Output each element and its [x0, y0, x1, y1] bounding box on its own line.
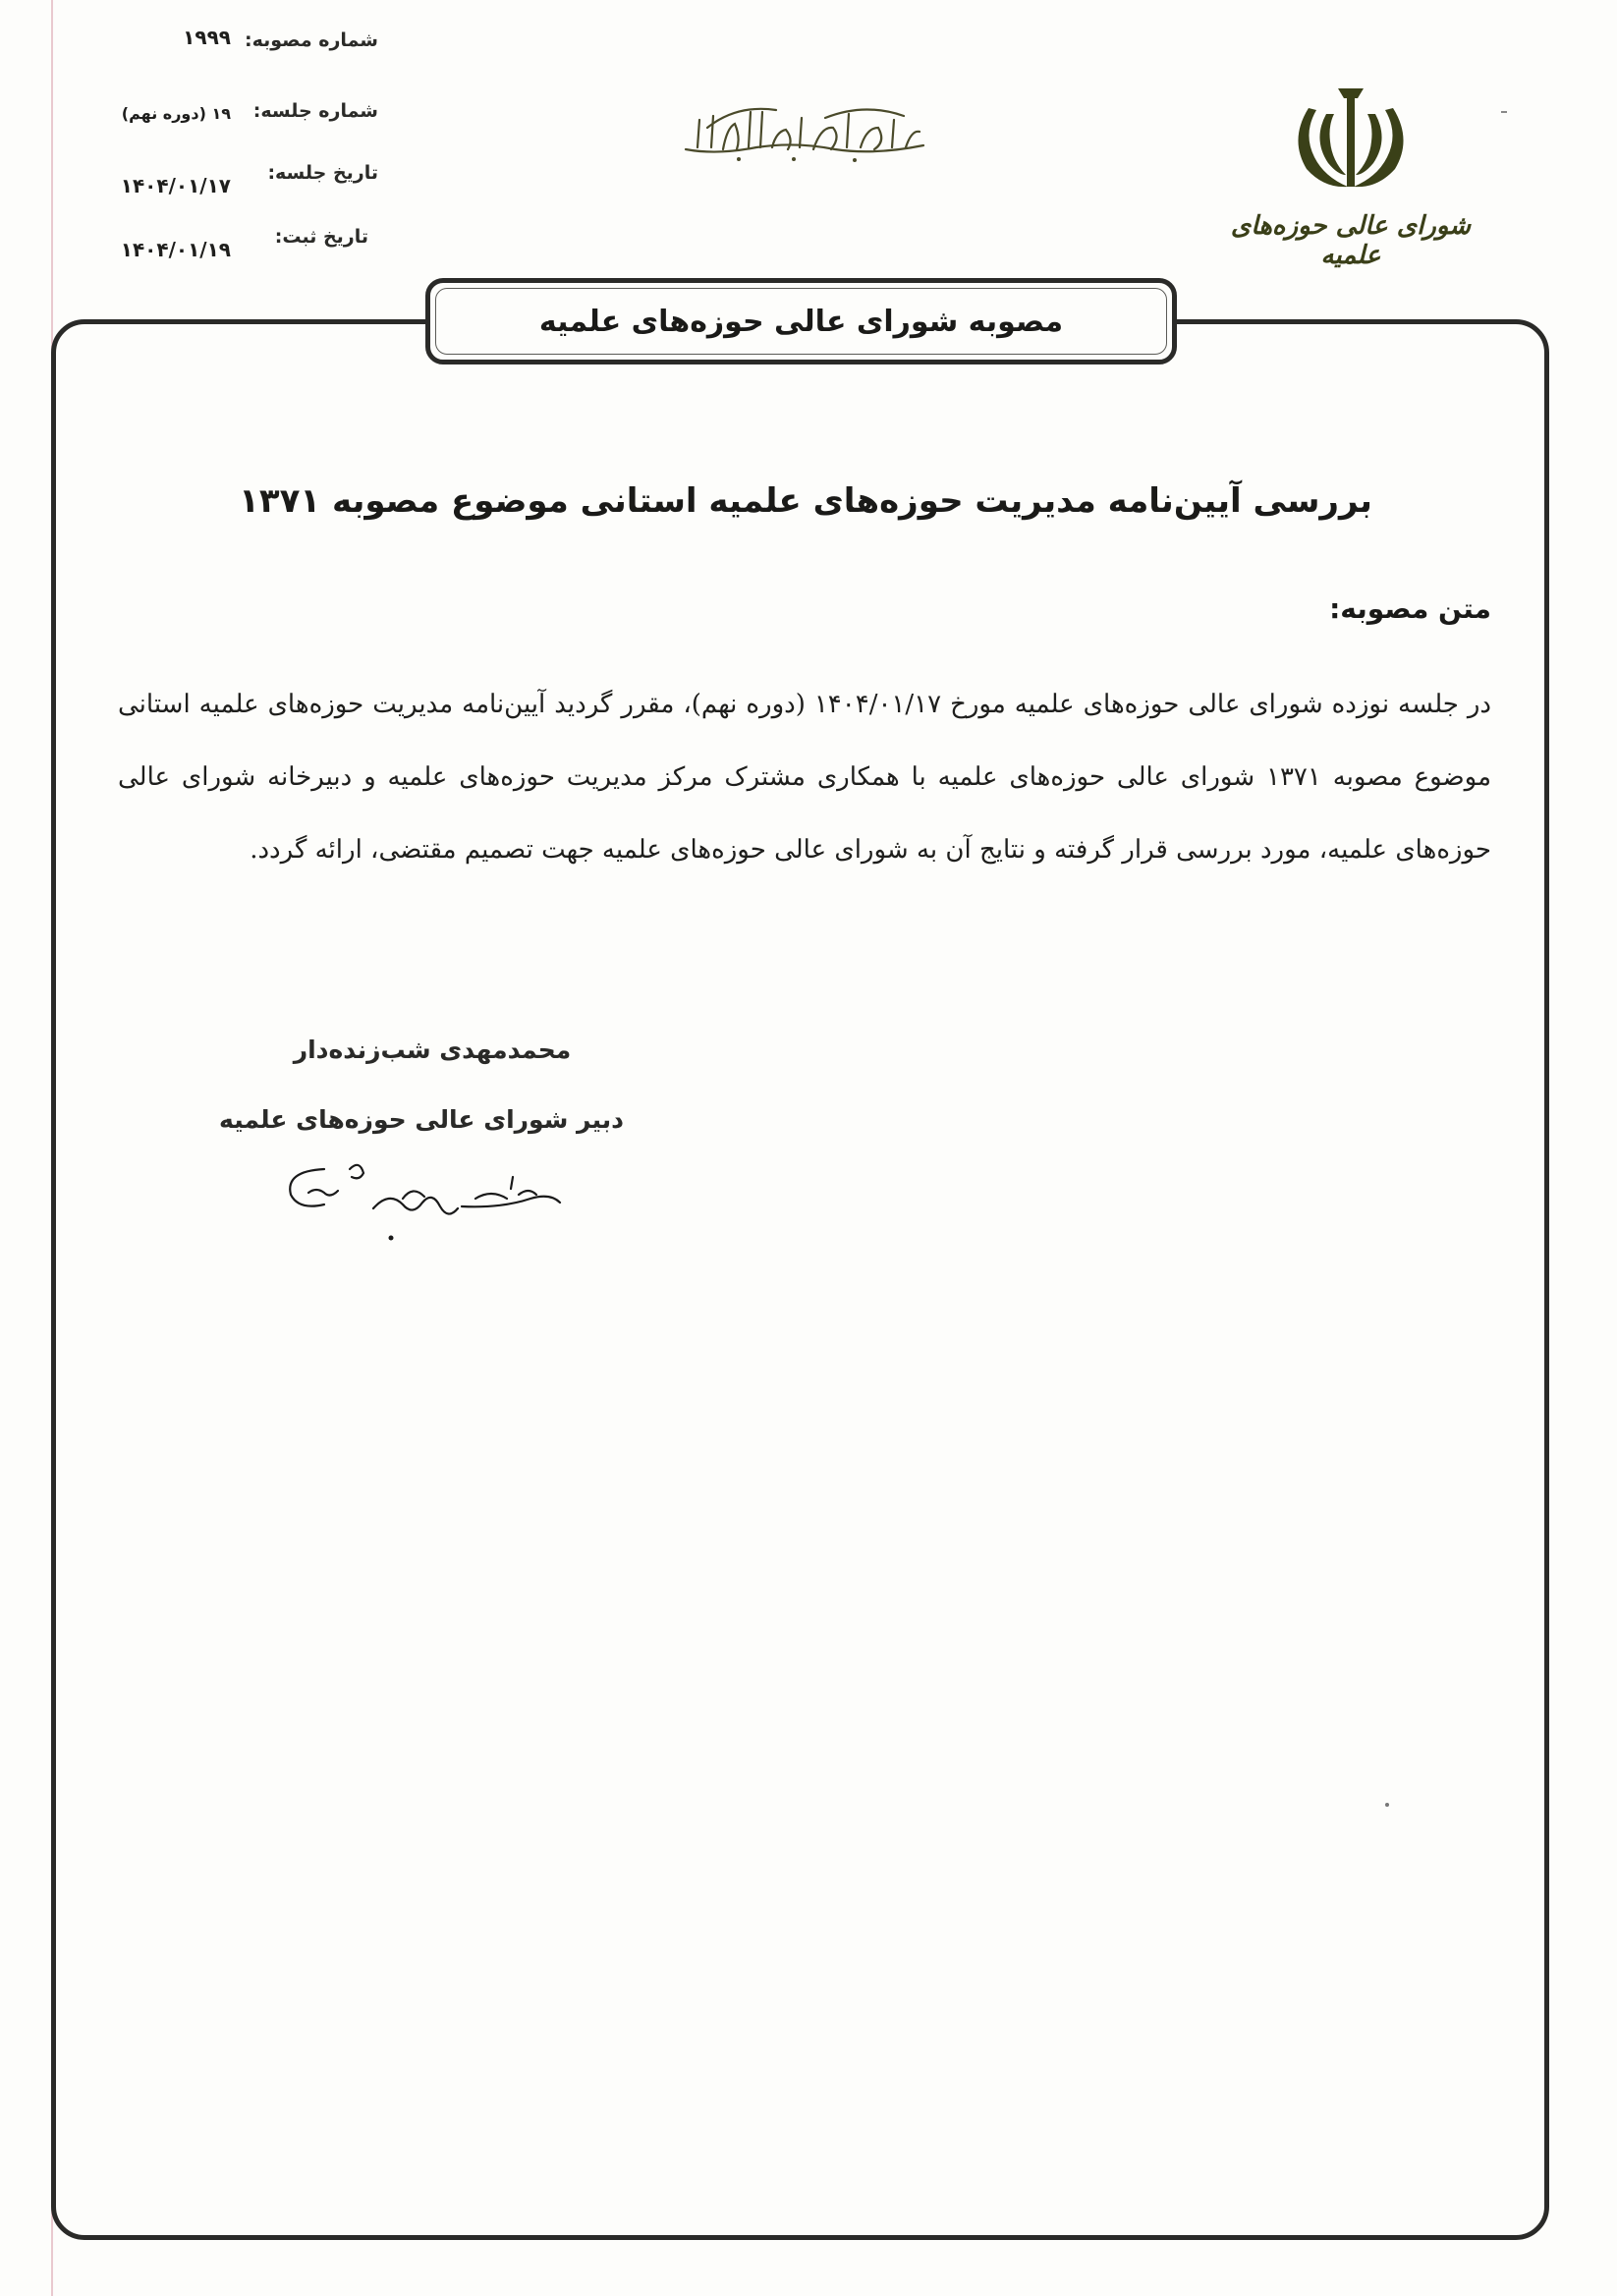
- document-frame: [51, 319, 1549, 2240]
- session-date-label: تاریخ جلسه:: [267, 162, 378, 184]
- header-tab: [425, 278, 1177, 364]
- session-number-value: ۱۹ (دوره نهم): [121, 104, 231, 123]
- registration-date-value: ۱۴۰۴/۰۱/۱۹: [120, 238, 231, 261]
- iran-emblem-icon: [1287, 79, 1415, 196]
- signer-title: دبیر شورای عالی حوزه‌های علمیه: [219, 1105, 624, 1134]
- session-number-row: [84, 100, 378, 140]
- signer-name: محمدمهدی شب‌زنده‌دار: [293, 1036, 572, 1064]
- handwritten-signature-icon: [265, 1130, 580, 1258]
- registration-date-row: [84, 226, 378, 265]
- document-subject: بررسی آیین‌نامه مدیریت حوزه‌های علمیه استانی موضوع مصوبه ۱۳۷۱: [239, 481, 1372, 521]
- scan-mark: [1501, 111, 1507, 113]
- basmala-calligraphy-icon: [678, 98, 933, 167]
- session-date-row: [84, 162, 378, 201]
- session-number-label: شماره جلسه:: [252, 100, 378, 122]
- session-date-value: ۱۴۰۴/۰۱/۱۷: [120, 174, 231, 197]
- registration-date-label: تاریخ ثبت:: [274, 226, 368, 248]
- header-title: مصوبه شورای عالی حوزه‌های علمیه: [538, 304, 1064, 339]
- resolution-number-label: شماره مصوبه:: [245, 29, 378, 51]
- document-metadata: [84, 26, 378, 285]
- body-text: در جلسه نوزده شورای عالی حوزه‌های علمیه مورخ ۱۴۰۴/۰۱/۱۷ (دوره نهم)، مقرر گردید آیین‌نامه مدیریت حوزه‌های علمیه استانی موضوع مصوبه ۱۳۷۱ شورای عالی حوزه‌های علمیه با همکاری مشترک مرکز مدیریت حوزه‌های علمیه و دبیرخانه شورای عالی حوزه‌های علمیه، مورد بررسی قرار گرفته و نتایج آن به شورای عالی حوزه‌های علمیه جهت تصمیم مقتضی، ارائه گردد.: [118, 690, 1491, 865]
- resolution-number-row: [84, 26, 378, 59]
- body-heading: متن مصوبه:: [1329, 592, 1491, 625]
- organization-name: شورای عالی حوزه‌های علمیه: [1230, 211, 1472, 270]
- resolution-number-value: ۱۹۹۹: [183, 26, 231, 49]
- scan-mark: [1385, 1803, 1389, 1807]
